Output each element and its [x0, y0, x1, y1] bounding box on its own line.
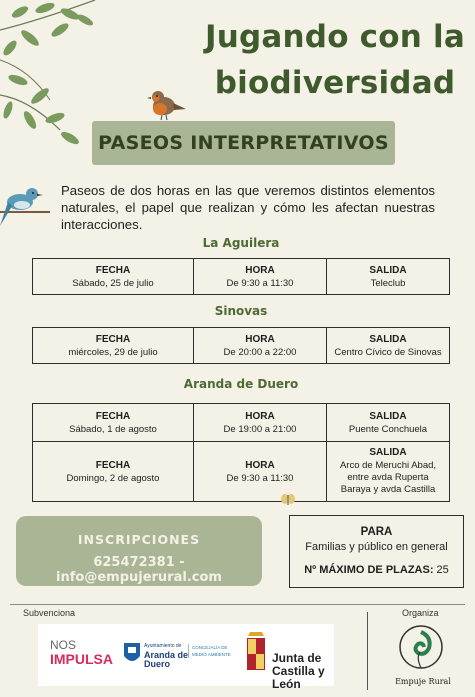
fecha-cell	[33, 328, 194, 364]
salida-value: Puente Conchuela	[348, 423, 428, 435]
empuje-rural-logo-icon	[396, 622, 446, 674]
schedule-table-la-aguilera	[32, 258, 450, 295]
fecha-header: FECHA	[95, 264, 131, 276]
fecha-cell	[33, 404, 194, 442]
impulsa-text: IMPULSA	[50, 651, 113, 667]
section-banner	[92, 121, 395, 165]
schedule-table-sinovas	[32, 327, 450, 364]
salida-cell	[327, 404, 450, 442]
table-row	[33, 404, 450, 442]
hora-header: HORA	[245, 410, 275, 422]
fecha-header: FECHA	[95, 459, 131, 471]
organiza-label: Organiza	[402, 608, 439, 618]
aranda-small-text: Ayuntamiento de	[144, 643, 182, 649]
salida-header: SALIDA	[369, 447, 407, 458]
max-places-label: Nº MÁXIMO DE PLAZAS:	[304, 564, 434, 576]
fecha-value: Domingo, 2 de agosto	[66, 472, 160, 484]
footer-vertical-divider	[367, 612, 368, 690]
aranda-shield-icon	[123, 642, 141, 666]
table-row	[33, 259, 450, 295]
title-line-2: biodiversidad	[214, 65, 456, 101]
title-line-1: Jugando con la	[205, 19, 465, 55]
fecha-cell	[33, 442, 194, 502]
table-row	[33, 328, 450, 364]
audience-text: Familias y público en general	[305, 541, 448, 553]
location-title-aranda: Aranda de Duero	[183, 377, 299, 391]
concejalia-text: CONCEJALÍA DE MEDIO AMBIENTE	[188, 644, 236, 658]
footer-divider	[10, 604, 465, 605]
hora-value: De 19:00 a 21:00	[223, 423, 297, 435]
hora-cell	[194, 442, 327, 502]
fecha-header: FECHA	[95, 410, 131, 422]
salida-value: Centro Cívico de Sinovas	[334, 346, 442, 358]
hora-cell	[194, 259, 327, 295]
banner-label: PASEOS INTERPRETATIVOS	[98, 132, 389, 154]
salida-value: Teleclub	[370, 277, 406, 289]
subvenciona-label: Subvenciona	[23, 608, 76, 618]
nos-text: NOS	[50, 638, 77, 652]
salida-cell	[327, 442, 450, 502]
inscripciones-box	[16, 516, 262, 586]
aranda-logo	[144, 642, 188, 669]
blue-bird-icon	[0, 182, 52, 230]
audience-box	[289, 515, 464, 588]
location-title-sinovas: Sinovas	[214, 304, 268, 318]
max-places-value: 25	[436, 564, 449, 576]
max-places	[290, 564, 463, 576]
junta-shield-icon	[244, 630, 268, 676]
hora-cell	[194, 404, 327, 442]
robin-bird-icon	[146, 86, 188, 124]
hora-value: De 9:30 a 11:30	[226, 277, 294, 289]
salida-cell	[327, 328, 450, 364]
location-title-la-aguilera: La Aguilera	[202, 236, 280, 250]
hora-value: De 20:00 a 22:00	[223, 346, 297, 358]
sponsor-logos	[38, 624, 334, 691]
hora-header: HORA	[245, 459, 275, 471]
hora-header: HORA	[245, 333, 275, 345]
fecha-value: Sábado, 1 de agosto	[69, 423, 157, 435]
salida-cell	[327, 259, 450, 295]
hora-header: HORA	[245, 264, 275, 276]
nos-impulsa-logo	[50, 638, 113, 666]
page-title	[205, 14, 465, 106]
intro-paragraph: Paseos de dos horas en las que veremos distintos elementos naturales, el papel que realizan y cómo les afectan nuestras interacciones.	[61, 183, 435, 232]
fecha-value: miércoles, 29 de julio	[68, 346, 158, 358]
butterfly-icon	[280, 493, 296, 507]
salida-header: SALIDA	[369, 333, 407, 345]
salida-header: SALIDA	[369, 410, 407, 422]
aranda-text: Aranda de Duero	[144, 650, 189, 669]
salida-value: Arco de Meruchi Abad, entre avda Ruperta Baraya y avda Castilla	[339, 460, 437, 495]
audience-title: PARA	[360, 526, 393, 538]
salida-header: SALIDA	[369, 264, 407, 276]
hora-cell	[194, 328, 327, 364]
schedule-table-aranda	[32, 403, 450, 502]
inscripciones-contact[interactable]: 625472381 - info@empujerural.com	[56, 555, 222, 585]
fecha-header: FECHA	[95, 333, 131, 345]
hora-value: De 9:30 a 11:30	[226, 472, 294, 484]
junta-logo	[272, 652, 334, 691]
fecha-cell	[33, 259, 194, 295]
inscripciones-title: INSCRIPCIONES	[77, 532, 201, 547]
table-row	[33, 442, 450, 502]
junta-text-1: Junta de	[272, 651, 322, 665]
empuje-rural-text: Empuje Rural	[395, 677, 451, 686]
fecha-value: Sábado, 25 de julio	[72, 277, 154, 289]
junta-text-2: Castilla y León	[272, 664, 325, 691]
